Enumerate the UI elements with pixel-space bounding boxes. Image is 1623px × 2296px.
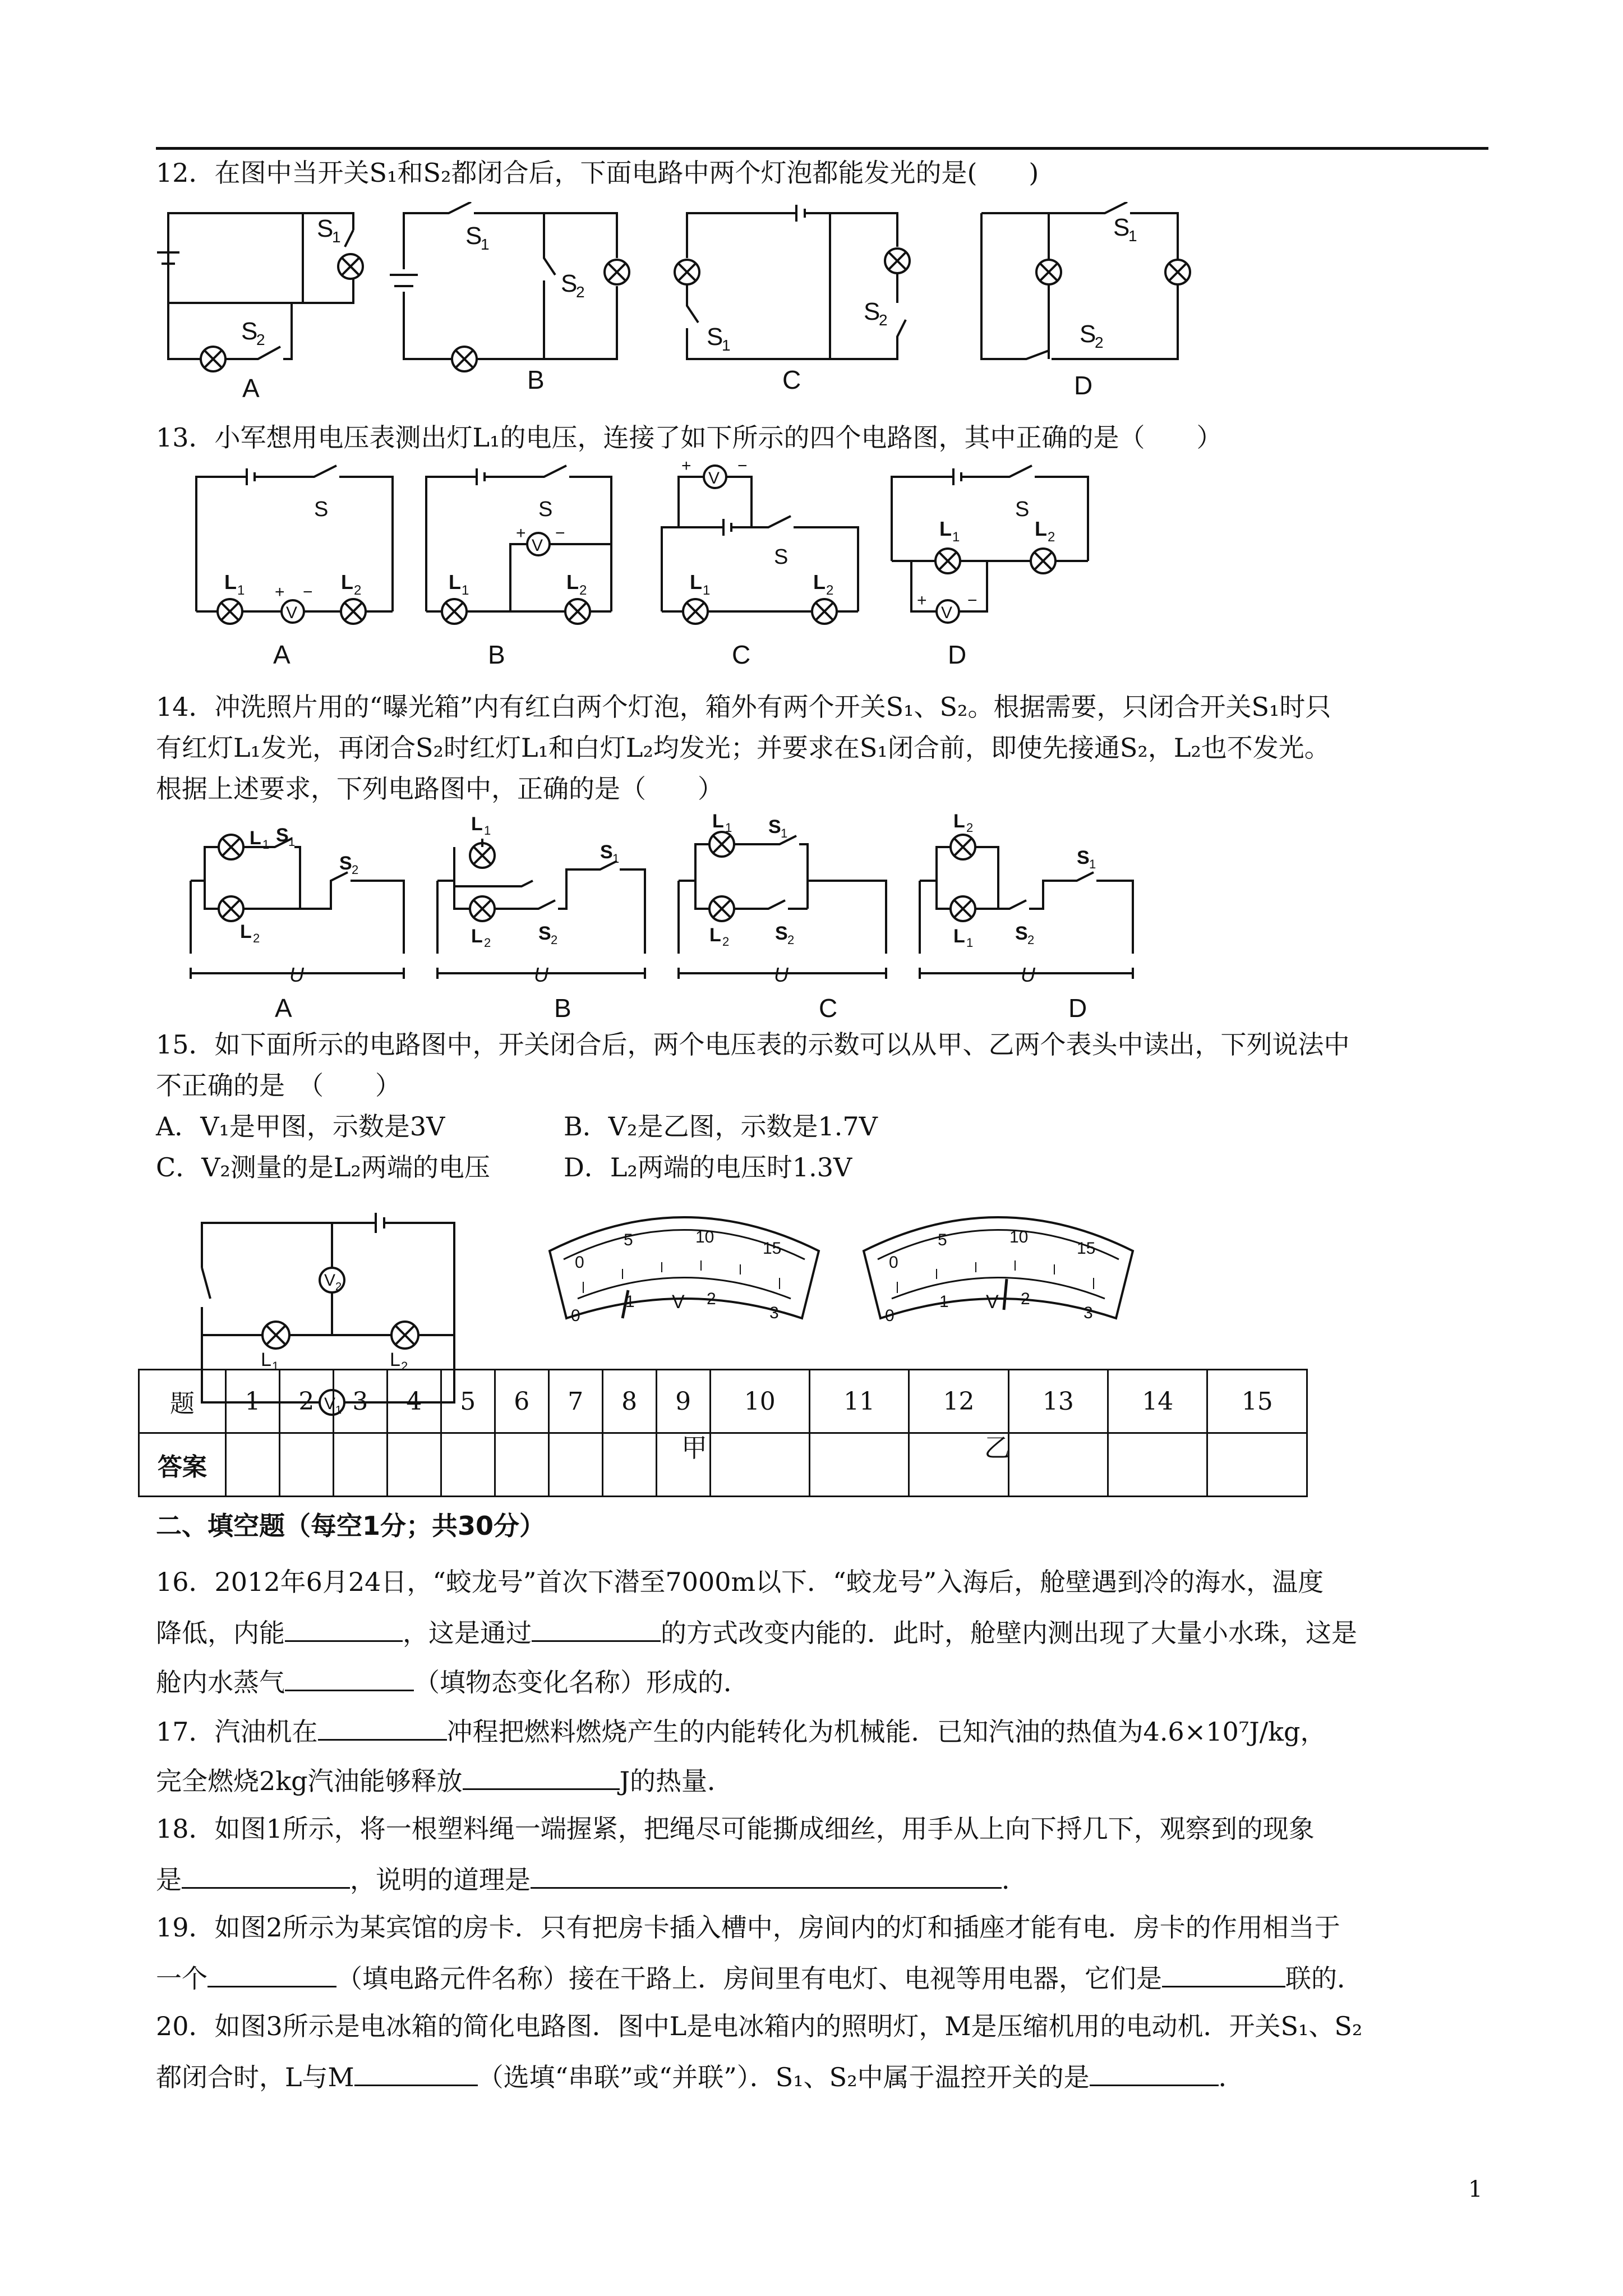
svg-text:U: U	[1021, 963, 1035, 986]
svg-text:2: 2	[484, 936, 491, 950]
q15-option-b: B．V₂是乙图，示数是1.7V	[564, 1111, 878, 1142]
answer-table-header-cell: 12	[909, 1370, 1008, 1433]
svg-text:V: V	[941, 604, 953, 622]
svg-text:L: L	[390, 1349, 400, 1370]
q14-circuit-c	[679, 813, 886, 986]
svg-text:2: 2	[576, 283, 585, 301]
svg-text:L: L	[471, 926, 483, 947]
svg-text:3: 3	[769, 1304, 779, 1322]
svg-text:V: V	[532, 536, 543, 555]
svg-text:L: L	[250, 827, 261, 849]
answer-table-header-cell: 14	[1108, 1370, 1207, 1433]
svg-text:V: V	[324, 1271, 336, 1290]
q17-text: J的热量．	[619, 1766, 734, 1796]
q19-blank-1[interactable]	[208, 1960, 336, 1987]
svg-text:1: 1	[262, 838, 270, 852]
q19-text: 联的．	[1285, 1963, 1363, 1994]
svg-text:2: 2	[826, 583, 834, 598]
svg-text:L: L	[1035, 517, 1047, 540]
q18-line-2	[156, 1861, 1496, 1897]
q18-text: ，说明的道理是	[350, 1865, 531, 1895]
q12-label-a: A	[242, 374, 260, 403]
q15-meter-yi	[852, 1206, 1144, 1352]
answer-table-header-cell: 10	[710, 1370, 809, 1433]
svg-text:S: S	[1113, 214, 1130, 241]
svg-text:S: S	[538, 923, 551, 944]
svg-text:+: +	[917, 591, 927, 610]
q12-circuit-d	[981, 202, 1190, 359]
q14-label-a: A	[275, 993, 292, 1023]
svg-text:S: S	[707, 323, 723, 351]
svg-text:L: L	[566, 570, 579, 593]
answer-table-header-cell: 9	[656, 1370, 710, 1433]
answer-table-header-row	[139, 1370, 1307, 1433]
q13-text: 13．小军想用电压表测出灯L₁的电压，连接了如下所示的四个电路图，其中正确的是（ ）	[156, 422, 1223, 453]
svg-text:S: S	[774, 545, 789, 569]
svg-text:1: 1	[462, 583, 469, 598]
svg-text:L: L	[224, 570, 237, 593]
answer-row-label: 答案	[139, 1433, 226, 1497]
svg-text:2: 2	[579, 583, 587, 598]
q16-blank-1[interactable]	[285, 1614, 403, 1642]
q16-line-3	[156, 1664, 1496, 1699]
answer-table-header-cell: 15	[1207, 1370, 1307, 1433]
q13-label-a: A	[273, 640, 291, 669]
svg-text:5: 5	[624, 1231, 633, 1249]
answer-cell[interactable]	[441, 1433, 495, 1497]
q12-label-c: C	[782, 365, 801, 394]
answer-table-header-cell: 1	[226, 1370, 280, 1433]
q14-circuit-b	[437, 813, 645, 986]
svg-text:L: L	[471, 813, 483, 835]
svg-text:3: 3	[1083, 1304, 1093, 1322]
svg-text:S: S	[1077, 847, 1090, 868]
q20-text: ．	[1218, 2062, 1244, 2092]
svg-text:V: V	[286, 604, 298, 622]
q13-label-b: B	[488, 640, 505, 669]
svg-text:U: U	[774, 963, 789, 986]
svg-text:U: U	[289, 963, 304, 986]
q14-label-d: D	[1068, 993, 1087, 1023]
svg-text:1: 1	[703, 583, 711, 598]
answer-table-header-cell: 7	[548, 1370, 602, 1433]
answer-table-header-cell: 11	[809, 1370, 909, 1433]
q13-circuit-d	[892, 466, 1088, 623]
svg-text:1: 1	[481, 236, 490, 253]
svg-text:S: S	[1015, 498, 1030, 521]
svg-text:S: S	[241, 318, 258, 345]
svg-text:1: 1	[1089, 857, 1096, 871]
svg-text:1: 1	[952, 530, 960, 545]
svg-text:S: S	[864, 298, 880, 325]
svg-text:−: −	[967, 591, 978, 610]
q16-blank-3[interactable]	[285, 1664, 414, 1691]
q15-meter-jia	[538, 1206, 830, 1352]
meter-label-jia: 甲	[681, 1433, 707, 1462]
svg-text:S: S	[538, 498, 553, 521]
svg-text:2: 2	[253, 931, 260, 945]
answer-table-header-cell: 5	[441, 1370, 495, 1433]
answer-cell[interactable]	[809, 1433, 909, 1497]
q15-line-1: 15．如下面所示的电路图中，开关闭合后，两个电压表的示数可以从甲、乙两个表头中读出，下列说法中	[156, 1029, 1350, 1060]
q20-blank-1[interactable]	[354, 2059, 478, 2086]
answer-cell[interactable]	[333, 1433, 387, 1497]
q15-option-a: A．V₁是甲图，示数是3V	[156, 1111, 445, 1142]
svg-text:10: 10	[1009, 1228, 1029, 1246]
svg-text:2: 2	[401, 1359, 408, 1373]
svg-text:0: 0	[575, 1253, 584, 1272]
q12-circuit-b	[390, 202, 629, 371]
q13-circuit-a	[196, 466, 393, 624]
q14-label-b: B	[554, 993, 571, 1023]
svg-text:V: V	[672, 1291, 685, 1313]
answer-cell[interactable]	[495, 1433, 548, 1497]
svg-text:L: L	[709, 924, 721, 946]
svg-text:S: S	[339, 853, 352, 874]
svg-text:L: L	[953, 926, 965, 947]
q19-text: （填电路元件名称）接在干路上．房间里有电灯、电视等用电器，它们是	[336, 1963, 1162, 1994]
answer-cell[interactable]	[548, 1433, 602, 1497]
svg-text:2: 2	[551, 933, 558, 947]
page-number: 1	[1468, 2177, 1483, 2202]
svg-text:2: 2	[722, 935, 730, 949]
svg-text:S: S	[775, 923, 788, 944]
q17-text: 完全燃烧2kg汽油能够释放	[156, 1766, 463, 1796]
q14-line-3: 根据上述要求，下列电路图中，正确的是（ ）	[156, 774, 723, 804]
q14-line-2: 有红灯L₁发光，再闭合S₂时红灯L₁和白灯L₂均发光；并要求在S₁闭合前，即使先接通S₂，L₂也不发光。	[156, 733, 1330, 763]
svg-text:1: 1	[335, 1404, 342, 1416]
q19-line-1: 19．如图2所示为某宾馆的房卡．只有把房卡插入槽中，房间内的灯和插座才能有电．房卡的作用相当于	[156, 1912, 1340, 1943]
svg-text:0: 0	[889, 1253, 898, 1272]
svg-text:L: L	[813, 570, 826, 593]
svg-text:V: V	[324, 1395, 336, 1413]
svg-text:+: +	[681, 460, 691, 475]
q18-blank-1[interactable]	[182, 1861, 350, 1889]
answer-cell[interactable]	[1108, 1433, 1207, 1497]
svg-text:2: 2	[707, 1290, 716, 1308]
svg-text:−: −	[737, 460, 748, 475]
q18-text: ．	[1002, 1865, 1027, 1895]
svg-text:2: 2	[335, 1281, 342, 1293]
svg-text:S: S	[314, 498, 329, 521]
q12-text: 12．在图中当开关S₁和S₂都闭合后，下面电路中两个灯泡都能发光的是( )	[156, 158, 1039, 188]
svg-text:1: 1	[612, 852, 620, 866]
q14-circuit-a	[191, 825, 404, 986]
answer-table-header-cell: 题	[139, 1370, 226, 1433]
svg-text:S: S	[768, 816, 781, 838]
q15-option-c: C．V₂测量的是L₂两端的电压	[156, 1152, 490, 1182]
q15-option-d: D．L₂两端的电压时1.3V	[564, 1152, 852, 1182]
q20-text: 都闭合时，L与M	[156, 2062, 354, 2092]
q17-line-1	[156, 1713, 1496, 1749]
svg-text:+: +	[516, 524, 526, 542]
svg-text:S: S	[276, 825, 289, 846]
svg-text:V: V	[986, 1291, 999, 1313]
svg-text:2: 2	[879, 311, 888, 329]
svg-text:L: L	[449, 570, 461, 593]
answer-table-header-cell: 13	[1008, 1370, 1108, 1433]
answer-cell[interactable]	[1207, 1433, 1307, 1497]
q13-label-d: D	[948, 640, 967, 669]
svg-text:S: S	[317, 215, 334, 242]
svg-text:1: 1	[332, 228, 341, 246]
svg-text:5: 5	[938, 1231, 947, 1249]
svg-text:+: +	[275, 583, 285, 601]
q17-blank-2[interactable]	[463, 1763, 620, 1790]
svg-text:1: 1	[288, 835, 296, 849]
q13-circuit-c	[662, 460, 858, 624]
q18-blank-2[interactable]	[531, 1861, 1002, 1889]
answer-cell[interactable]	[602, 1433, 656, 1497]
svg-text:1: 1	[725, 821, 732, 835]
answer-table	[138, 1369, 1308, 1497]
q17-blank-1[interactable]	[318, 1713, 447, 1741]
svg-text:1: 1	[1128, 227, 1137, 245]
svg-text:10: 10	[695, 1228, 714, 1246]
svg-text:2: 2	[787, 933, 795, 947]
meter-label-yi: 乙	[984, 1433, 1010, 1462]
svg-text:L: L	[341, 570, 353, 593]
q14-figure	[179, 813, 1161, 993]
answer-cell[interactable]	[226, 1433, 280, 1497]
q12-circuit-c	[675, 205, 910, 359]
q16-blank-2[interactable]	[532, 1614, 661, 1642]
answer-cell[interactable]	[1008, 1433, 1108, 1497]
svg-text:15: 15	[763, 1239, 782, 1258]
q14-label-c: C	[819, 993, 838, 1023]
svg-text:1: 1	[484, 823, 491, 838]
q13-figure	[185, 460, 1138, 639]
svg-text:1: 1	[272, 1359, 279, 1373]
svg-text:L: L	[690, 570, 702, 593]
answer-table-header-cell: 3	[333, 1370, 387, 1433]
q20-line-2	[156, 2059, 1496, 2094]
svg-text:L: L	[953, 813, 965, 832]
svg-text:15: 15	[1077, 1239, 1096, 1258]
header-rule	[156, 147, 1488, 150]
svg-text:S: S	[1080, 320, 1096, 348]
q12-label-d: D	[1074, 371, 1093, 400]
svg-text:2: 2	[352, 863, 359, 877]
answer-table-header-cell: 2	[279, 1370, 333, 1433]
q16-text: 的方式改变内能的．此时，舱壁内测出现了大量小水珠，这是	[661, 1618, 1357, 1648]
svg-text:U: U	[534, 963, 548, 986]
svg-text:2: 2	[1095, 334, 1104, 351]
q13-label-c: C	[732, 640, 751, 669]
svg-text:1: 1	[237, 583, 245, 598]
q13-circuit-b	[426, 466, 611, 624]
svg-text:0: 0	[571, 1306, 580, 1325]
svg-text:1: 1	[781, 826, 788, 840]
svg-text:V: V	[708, 469, 720, 487]
svg-text:S: S	[561, 270, 578, 297]
answer-table-header-cell: 6	[495, 1370, 548, 1433]
svg-text:−: −	[555, 524, 565, 542]
answer-cell[interactable]	[710, 1433, 809, 1497]
svg-text:L: L	[939, 517, 952, 540]
q12-figure	[151, 202, 1217, 404]
q20-blank-2[interactable]	[1090, 2059, 1219, 2086]
svg-text:L: L	[261, 1349, 271, 1370]
q19-line-2	[156, 1960, 1496, 1995]
svg-text:2: 2	[1048, 530, 1055, 545]
q18-text: 是	[156, 1865, 182, 1895]
svg-text:0: 0	[885, 1306, 895, 1325]
q16-text: （填物态变化名称）形成的．	[414, 1667, 749, 1697]
svg-text:1: 1	[966, 936, 974, 950]
svg-text:S: S	[465, 222, 482, 250]
q17-line-2	[156, 1763, 1496, 1798]
q16-text: ，这是通过	[403, 1618, 532, 1648]
q18-line-1: 18．如图1所示，将一根塑料绳一端握紧，把绳尽可能撕成细丝，用手从上向下捋几下，观察到的现象	[156, 1814, 1315, 1844]
svg-text:2: 2	[966, 821, 974, 835]
answer-table-header-cell: 8	[602, 1370, 656, 1433]
svg-text:S: S	[1015, 923, 1028, 944]
answer-cell[interactable]	[279, 1433, 333, 1497]
svg-text:2: 2	[256, 331, 265, 348]
q12-label-b: B	[527, 365, 545, 394]
q20-line-1: 20．如图3所示是电冰箱的简化电路图．图中L是电冰箱内的照明灯，M是压缩机用的电动机．开关S₁、S₂	[156, 2011, 1363, 2041]
q16-text: 舱内水蒸气	[156, 1667, 285, 1697]
q16-text: 降低，内能	[156, 1618, 285, 1648]
q15-line-2: 不正确的是 （ ）	[156, 1070, 401, 1101]
svg-text:2: 2	[1021, 1290, 1030, 1308]
q14-line-1: 14．冲洗照片用的“曝光箱”内有红白两个灯泡，箱外有两个开关S₁、S₂。根据需要，只闭合开关S₁时只	[156, 692, 1331, 722]
q20-text: （选填“串联”或“并联”）．S₁、S₂中属于温控开关的是	[477, 2062, 1090, 2092]
svg-text:2: 2	[354, 583, 362, 598]
q17-text: 冲程把燃料燃烧产生的内能转化为机械能．已知汽油的热值为4.6×10⁷J/kg，	[446, 1717, 1326, 1747]
q12-circuit-a	[157, 213, 363, 371]
q17-text: 17．汽油机在	[156, 1717, 318, 1747]
q19-blank-2[interactable]	[1162, 1960, 1285, 1987]
svg-text:S: S	[600, 841, 613, 863]
svg-text:2: 2	[1027, 933, 1035, 947]
svg-text:1: 1	[625, 1292, 635, 1311]
answer-table-header-cell: 4	[387, 1370, 441, 1433]
q14-circuit-d	[920, 813, 1133, 986]
svg-text:L: L	[240, 921, 252, 942]
svg-text:−: −	[303, 583, 313, 601]
svg-text:1: 1	[939, 1292, 949, 1311]
answer-table-answer-row	[139, 1433, 1307, 1497]
svg-text:L: L	[712, 813, 724, 832]
svg-text:1: 1	[722, 337, 731, 354]
q16-line-1: 16．2012年6月24日，“蛟龙号”首次下潜至7000m以下．“蛟龙号”入海后，舱壁遇到冷的海水，温度	[156, 1567, 1324, 1597]
section-2-title: 二、填空题（每空1分；共30分）	[156, 1511, 546, 1541]
answer-cell[interactable]	[387, 1433, 441, 1497]
q16-line-2	[156, 1614, 1496, 1650]
q19-text: 一个	[156, 1963, 208, 1994]
